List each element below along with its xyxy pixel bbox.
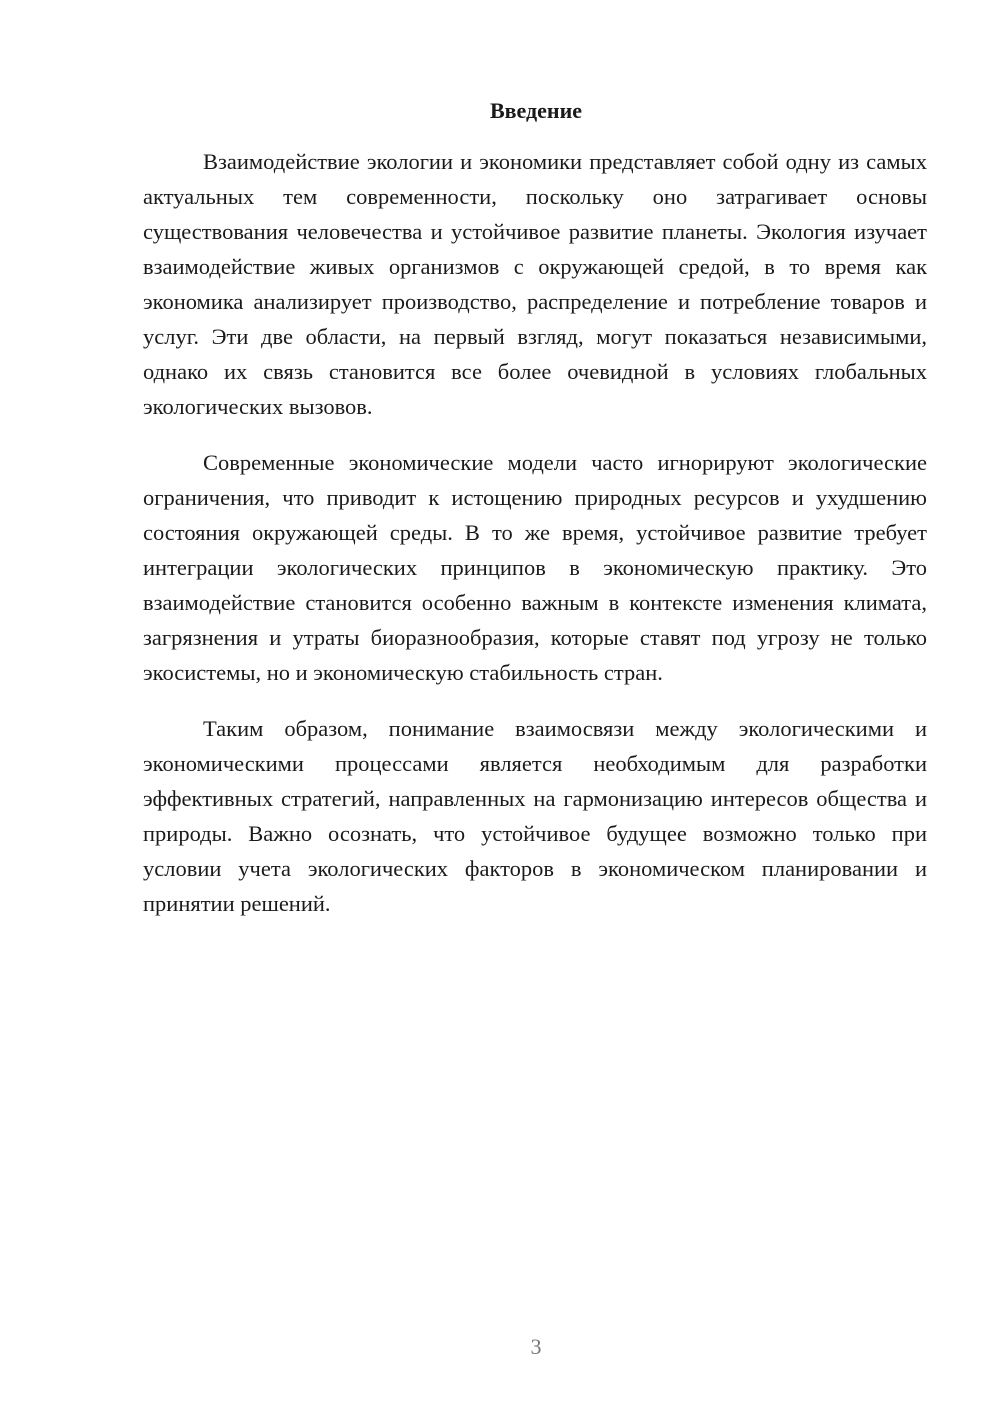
paragraph-1: Взаимодействие экологии и экономики представляет собой одну из самых актуальных тем современности, поскольку оно затрагивает основы существования человечества и устойчивое развитие планеты. Экология изучает взаимодействие живых организмов с окружающей средой, в то время как экономика анализирует производство, распределение и потребление товаров и услуг. Эти две области, на первый взгляд, могут показаться независимыми, однако их связь становится все более очевидной в условиях глобальных экологических вызовов. [143,149,927,419]
page-title: Введение [489,98,583,123]
body-text [143,144,927,942]
paragraph-3: Таким образом, понимание взаимосвязи между экологическими и экономическими процессами является необходимым для разработки эффективных стратегий, направленных на гармонизацию интересов общества и природы. Важно осознать, что устойчивое будущее возможно только при условии учета экологических факторов в экономическом планировании и принятии решений. [143,716,927,916]
page-number: 3 [530,1334,542,1359]
paragraph-2: Современные экономические модели часто игнорируют экологические ограничения, что приводит к истощению природных ресурсов и ухудшению состояния окружающей среды. В то же время, устойчивое развитие требует интеграции экологических принципов в экономическую практику. Это взаимодействие становится особенно важным в контексте изменения климата, загрязнения и утраты биоразнообразия, которые ставят под угрозу не только экосистемы, но и экономическую стабильность стран. [143,450,927,685]
